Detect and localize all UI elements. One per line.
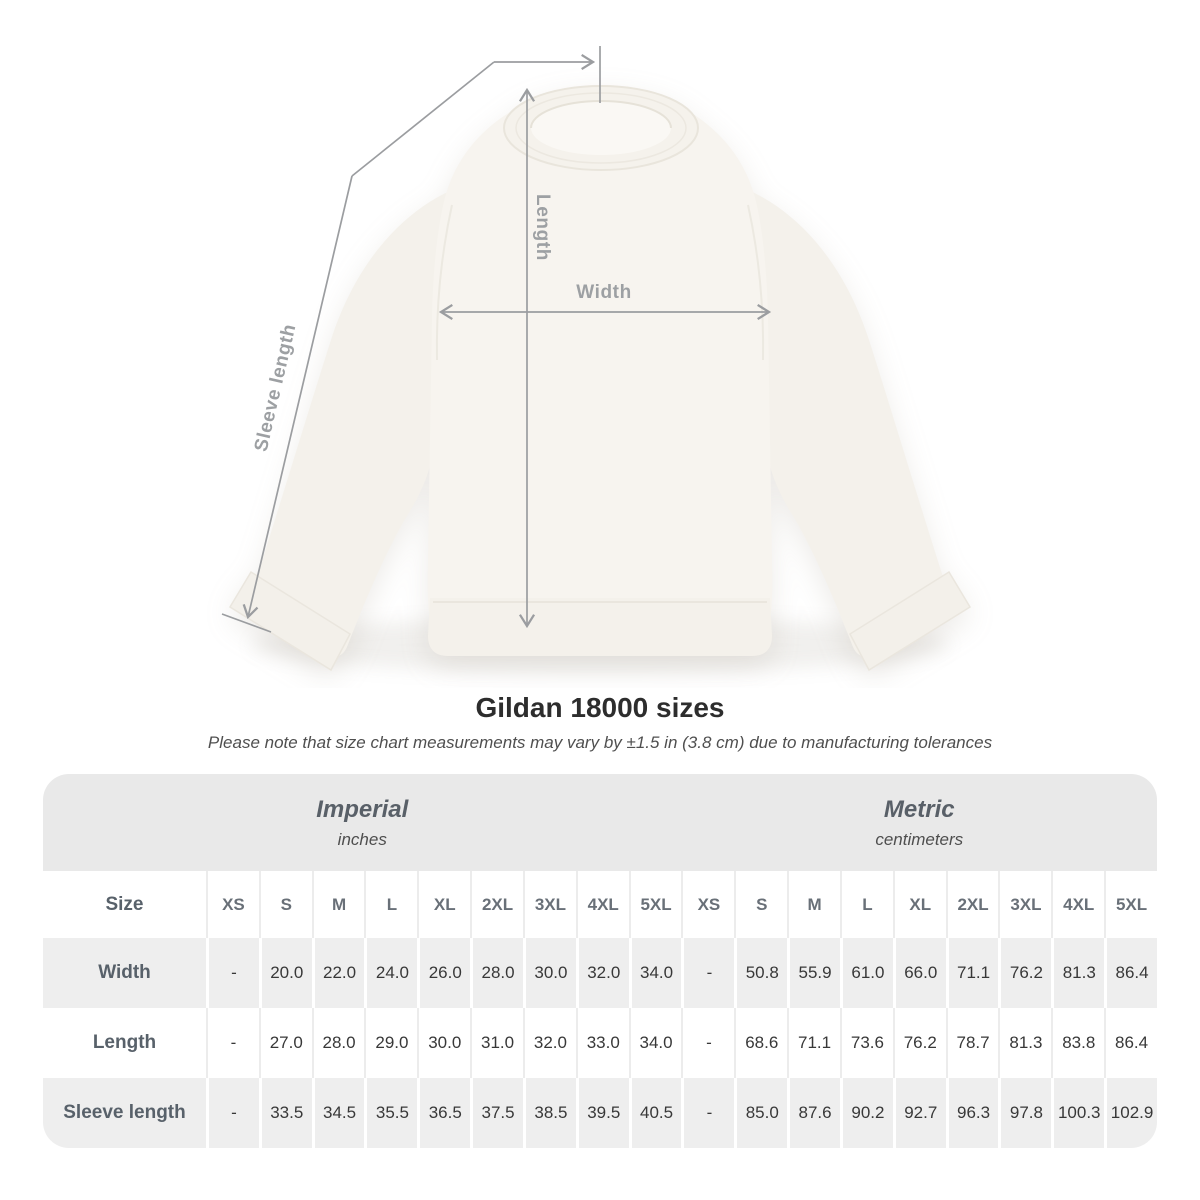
width-metric-5xl: 86.4	[1104, 938, 1157, 1008]
imperial-label: Imperial	[316, 795, 409, 823]
width-metric-3xl: 76.2	[998, 938, 1051, 1008]
length-metric-4xl: 83.8	[1051, 1008, 1104, 1078]
sizes-header-row	[43, 871, 1157, 938]
width-label: Width	[576, 282, 632, 303]
length-metric-xl: 76.2	[893, 1008, 946, 1078]
right-sleeve	[748, 190, 948, 656]
sleeve-metric-xs: -	[681, 1078, 734, 1148]
width-metric-xs: -	[681, 938, 734, 1008]
length-imperial-5xl: 34.0	[629, 1008, 682, 1078]
metric-header	[682, 774, 1158, 871]
tolerance-note: Please note that size chart measurements may vary by ±1.5 in (3.8 cm) due to manufacturing tolerances	[207, 733, 993, 752]
length-imperial-3xl: 32.0	[523, 1008, 576, 1078]
length-imperial-2xl: 31.0	[470, 1008, 523, 1078]
length-metric-xs: -	[681, 1008, 734, 1078]
size-head-metric-l: L	[840, 871, 893, 938]
width-row-label: Width	[98, 962, 151, 983]
size-head-metric-2xl: 2XL	[946, 871, 999, 938]
imperial-sublabel: inches	[337, 829, 387, 849]
width-metric-4xl: 81.3	[1051, 938, 1104, 1008]
sleeve-length-label: Sleeve length	[250, 321, 301, 454]
sleeve-length-row	[43, 1078, 1157, 1148]
size-head-metric-xs: XS	[681, 871, 734, 938]
length-label: Length	[532, 194, 553, 261]
metric-label: Metric	[883, 795, 955, 823]
hem-band	[428, 598, 772, 656]
width-imperial-3xl: 30.0	[523, 938, 576, 1008]
sleeve-imperial-5xl: 40.5	[629, 1078, 682, 1148]
unit-header-band	[43, 774, 1157, 871]
sleeve-imperial-3xl: 38.5	[523, 1078, 576, 1148]
left-sleeve	[252, 190, 452, 656]
width-imperial-s: 20.0	[259, 938, 312, 1008]
size-head-imperial-s: S	[259, 871, 312, 938]
sleeve-metric-3xl: 97.8	[998, 1078, 1051, 1148]
size-head-imperial-m: M	[312, 871, 365, 938]
length-metric-2xl: 78.7	[946, 1008, 999, 1078]
width-imperial-xl: 26.0	[417, 938, 470, 1008]
sleeve-metric-s: 85.0	[734, 1078, 787, 1148]
length-metric-5xl: 86.4	[1104, 1008, 1157, 1078]
size-head-imperial-3xl: 3XL	[523, 871, 576, 938]
sleeve-imperial-xl: 36.5	[417, 1078, 470, 1148]
length-imperial-xl: 30.0	[417, 1008, 470, 1078]
length-row-label: Length	[92, 1032, 157, 1053]
length-metric-l: 73.6	[840, 1008, 893, 1078]
sleeve-metric-m: 87.6	[787, 1078, 840, 1148]
length-imperial-s: 27.0	[259, 1008, 312, 1078]
width-imperial-xs: -	[206, 938, 259, 1008]
size-chart-table	[43, 774, 1157, 1148]
size-head-metric-4xl: 4XL	[1051, 871, 1104, 938]
length-imperial-4xl: 33.0	[576, 1008, 629, 1078]
width-imperial-4xl: 32.0	[576, 938, 629, 1008]
width-imperial-5xl: 34.0	[629, 938, 682, 1008]
width-metric-m: 55.9	[787, 938, 840, 1008]
size-head-metric-3xl: 3XL	[998, 871, 1051, 938]
sleeve-imperial-4xl: 39.5	[576, 1078, 629, 1148]
size-head-imperial-xs: XS	[206, 871, 259, 938]
imperial-header	[43, 774, 682, 871]
length-metric-s: 68.6	[734, 1008, 787, 1078]
size-head-metric-5xl: 5XL	[1104, 871, 1157, 938]
sweatshirt-garment	[230, 86, 970, 670]
sleeve-metric-5xl: 102.9	[1104, 1078, 1157, 1148]
length-imperial-xs: -	[206, 1008, 259, 1078]
size-head-metric-xl: XL	[893, 871, 946, 938]
length-row	[43, 1008, 1157, 1078]
size-head-imperial-4xl: 4XL	[576, 871, 629, 938]
length-metric-m: 71.1	[787, 1008, 840, 1078]
width-metric-2xl: 71.1	[946, 938, 999, 1008]
size-head-metric-m: M	[787, 871, 840, 938]
sleeve-imperial-l: 35.5	[364, 1078, 417, 1148]
sleeve-metric-xl: 92.7	[893, 1078, 946, 1148]
sleeve-metric-2xl: 96.3	[946, 1078, 999, 1148]
sleeve-imperial-s: 33.5	[259, 1078, 312, 1148]
sleeve-length-row-label: Sleeve length	[63, 1102, 186, 1123]
metric-sublabel: centimeters	[875, 829, 964, 849]
size-head-imperial-2xl: 2XL	[470, 871, 523, 938]
width-row	[43, 938, 1157, 1008]
sleeve-metric-l: 90.2	[840, 1078, 893, 1148]
length-imperial-l: 29.0	[364, 1008, 417, 1078]
size-head-imperial-l: L	[364, 871, 417, 938]
sleeve-imperial-xs: -	[206, 1078, 259, 1148]
length-imperial-m: 28.0	[312, 1008, 365, 1078]
width-imperial-l: 24.0	[364, 938, 417, 1008]
length-metric-3xl: 81.3	[998, 1008, 1051, 1078]
sleeve-imperial-m: 34.5	[312, 1078, 365, 1148]
width-imperial-m: 22.0	[312, 938, 365, 1008]
sleeve-metric-4xl: 100.3	[1051, 1078, 1104, 1148]
width-metric-l: 61.0	[840, 938, 893, 1008]
width-metric-s: 50.8	[734, 938, 787, 1008]
size-head-imperial-5xl: 5XL	[629, 871, 682, 938]
width-imperial-2xl: 28.0	[470, 938, 523, 1008]
width-metric-xl: 66.0	[893, 938, 946, 1008]
size-head-imperial-xl: XL	[417, 871, 470, 938]
size-column-label: Size	[105, 893, 144, 915]
page-title: Gildan 18000 sizes	[475, 692, 725, 723]
sleeve-imperial-2xl: 37.5	[470, 1078, 523, 1148]
size-head-metric-s: S	[734, 871, 787, 938]
